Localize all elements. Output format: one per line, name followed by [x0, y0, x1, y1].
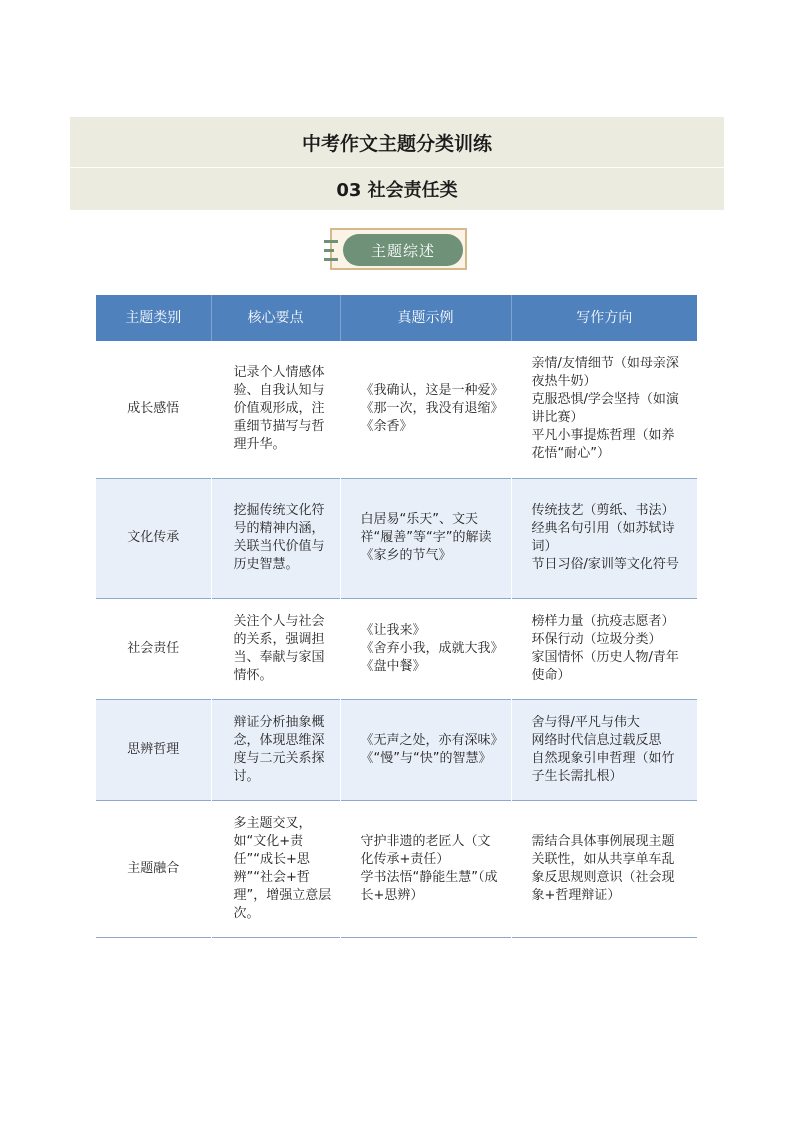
cell-points: 多主题交叉，如“文化+责任”“成长+思辨”“社会+哲理”，增强立意层次。	[211, 800, 340, 937]
direction-item: 经典名句引用（如苏轼诗词）	[531, 521, 675, 554]
title-band	[70, 117, 724, 210]
example-item: 守护非遗的老匠人（文化传承+责任）	[360, 833, 491, 867]
table-row	[96, 478, 697, 598]
cell-examples	[340, 699, 511, 800]
cell-directions	[511, 598, 697, 699]
example-item: 《盘中餐》	[360, 658, 426, 674]
cell-directions	[511, 699, 697, 800]
direction-item: 舍与得/平凡与伟大	[531, 714, 640, 730]
page-title: 中考作文主题分类训练	[301, 132, 492, 155]
column-header: 核心要点	[211, 295, 340, 341]
badge-decor-line	[324, 240, 338, 243]
cell-directions	[511, 478, 697, 598]
badge-decor-line	[324, 249, 334, 252]
cell-points: 挖掘传统文化符号的精神内涵，关联当代价值与历史智慧。	[211, 478, 340, 598]
example-item: 《让我来》	[360, 622, 426, 638]
badge-decor-line	[324, 258, 338, 261]
cell-examples	[340, 478, 511, 598]
direction-item: 需结合具体事例展现主题关联性，如从共享单车乱象反思规则意识（社会现象+哲理辩证）	[531, 833, 675, 903]
cell-examples	[340, 800, 511, 937]
cell-category: 主题融合	[96, 800, 211, 937]
table-row	[96, 598, 697, 699]
cell-points: 辩证分析抽象概念，体现思维深度与二元关系探讨。	[211, 699, 340, 800]
section-badge-label: 主题综述	[343, 234, 463, 266]
cell-directions	[511, 800, 697, 937]
table-header-row	[96, 295, 697, 341]
cell-examples	[340, 598, 511, 699]
cell-category: 文化传承	[96, 478, 211, 598]
cell-category: 成长感悟	[96, 341, 211, 478]
cell-points: 记录个人情感体验、自我认知与价值观形成，注重细节描写与哲理升华。	[211, 341, 340, 478]
section-badge	[324, 228, 470, 273]
example-item: 学书法悟“静能生慧”（成长+思辨）	[360, 869, 498, 903]
column-header: 写作方向	[511, 295, 697, 341]
column-header: 主题类别	[96, 295, 211, 341]
column-header: 真题示例	[340, 295, 511, 341]
cell-category: 社会责任	[96, 598, 211, 699]
page-subtitle: 03 社会责任类	[336, 180, 458, 201]
direction-item: 传统技艺（剪纸、书法）	[531, 503, 675, 518]
direction-item: 平凡小事提炼哲理（如养花悟“耐心”）	[531, 428, 675, 462]
cell-category: 思辨哲理	[96, 699, 211, 800]
direction-item: 克服恐惧/学会坚持（如演讲比赛）	[531, 392, 679, 426]
table-row	[96, 341, 697, 478]
direction-item: 亲情/友情细节（如母亲深夜热牛奶）	[531, 356, 679, 390]
cell-examples	[340, 341, 511, 478]
example-item: 《家乡的节气》	[360, 548, 452, 563]
cell-directions	[511, 341, 697, 478]
example-item: 白居易“乐天”、文天祥“履善”等“字”的解读	[360, 512, 492, 545]
direction-item: 网络时代信息过载反思	[531, 732, 662, 748]
direction-item: 家国情怀（历史人物/青年使命）	[531, 649, 679, 683]
direction-item: 榜样力量（抗疫志愿者）	[531, 613, 675, 629]
table-row	[96, 699, 697, 800]
direction-item: 自然现象引申哲理（如竹子生长需扎根）	[531, 750, 675, 784]
example-item: 《我确认，这是一种爱》	[360, 383, 504, 399]
example-item: 《无声之处，亦有深味》	[360, 732, 504, 748]
example-item: 《舍弃小我，成就大我》	[360, 640, 504, 656]
table-row	[96, 800, 697, 937]
theme-table	[96, 295, 697, 938]
cell-points: 关注个人与社会的关系，强调担当、奉献与家国情怀。	[211, 598, 340, 699]
direction-item: 节日习俗/家训等文化符号	[531, 557, 679, 572]
example-item: 《“慢”与“快”的智慧》	[360, 750, 492, 766]
example-item: 《余香》	[360, 419, 413, 435]
example-item: 《那一次，我没有退缩》	[360, 401, 504, 417]
direction-item: 环保行动（垃圾分类）	[531, 631, 662, 647]
